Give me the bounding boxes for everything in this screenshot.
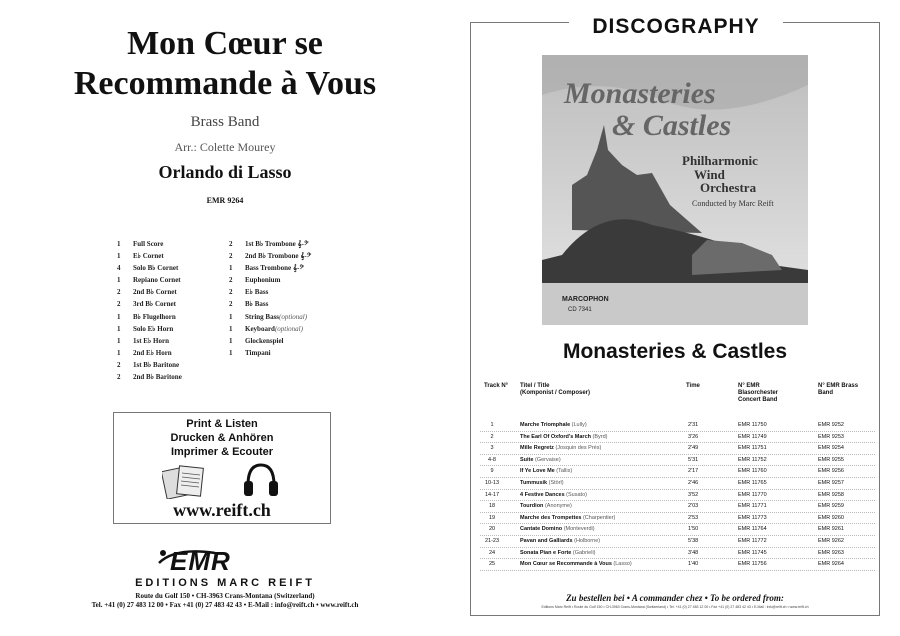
instrument-count: 1	[229, 324, 233, 333]
track-row	[480, 536, 875, 548]
track-time: 5'38	[688, 537, 699, 544]
track-emr-brass: EMR 9260	[818, 514, 844, 521]
track-title-cell	[520, 422, 587, 428]
instrument-count: 2	[229, 252, 233, 261]
track-list	[480, 420, 875, 571]
track-number: 25	[488, 561, 496, 568]
track-time: 2'53	[688, 514, 699, 521]
track-title: Suite	[520, 456, 534, 463]
instrument-name: Solo B♭ Cornet	[133, 264, 179, 273]
instrument-count: 2	[229, 288, 233, 297]
track-row	[480, 524, 875, 536]
track-emr-brass: EMR 9264	[818, 561, 844, 568]
track-time: 2'46	[688, 479, 699, 486]
instrument-list-col2	[229, 238, 311, 359]
instrument-row	[117, 298, 182, 310]
track-composer: (Lully)	[571, 422, 587, 428]
instrument-name: 2nd B♭ Baritone	[133, 373, 182, 382]
instrument-row	[117, 286, 182, 298]
track-emr-concert: EMR 11760	[738, 468, 767, 475]
track-title-cell	[520, 515, 615, 521]
track-composer: (Susato)	[566, 491, 587, 498]
instrument-row	[229, 298, 311, 310]
cover-orchestra-line2: Wind	[694, 167, 725, 182]
instrument-count: 2	[117, 373, 121, 382]
instrument-row	[229, 347, 311, 359]
instrument-row	[117, 347, 182, 359]
instrument-name: 1st B♭ Trombone 𝄞-𝄢	[245, 240, 309, 248]
track-time: 2'03	[688, 503, 699, 510]
track-composer: (Holborne)	[574, 537, 601, 544]
track-number: 18	[488, 503, 496, 510]
track-time: 3'26	[688, 433, 699, 440]
instrument-name: Bass Trombone 𝄞-𝄢	[245, 264, 304, 273]
col-title-label: Titel / Title	[520, 383, 550, 389]
track-composer: (Byrd)	[592, 433, 608, 440]
catalog-number: EMR 9264	[206, 196, 244, 205]
album-cover-image	[542, 55, 808, 325]
track-time: 2'31	[688, 422, 699, 428]
track-emr-concert: EMR 11772	[738, 537, 767, 544]
publisher-address: Route du Golf 150 • CH-3963 Crans-Montana (Switzerland)	[135, 592, 315, 600]
instrument-name: 2nd B♭ Cornet	[133, 288, 177, 297]
album-title: Monasteries & Castles	[562, 340, 788, 363]
track-title: If Ye Love Me	[520, 468, 555, 475]
col-emr-concert-header: N° EMR Blasorchester Concert Band	[738, 383, 779, 403]
track-composer: (Störl)	[548, 479, 564, 486]
cover-title-line1: Monasteries	[564, 77, 716, 110]
track-emr-concert: EMR 11764	[738, 526, 767, 533]
track-title-cell	[520, 445, 601, 451]
track-emr-concert: EMR 11770	[738, 491, 767, 498]
instrument-row	[117, 274, 182, 286]
instrument-count: 1	[229, 348, 233, 357]
track-title-cell	[520, 503, 572, 509]
order-line: Zu bestellen bei • A commander chez • To be ordered from:	[566, 593, 784, 603]
track-title: Tourdion	[520, 503, 544, 510]
track-emr-concert: EMR 11749	[738, 433, 767, 440]
cover-title-line2: & Castles	[612, 109, 732, 142]
order-address: Editions Marc Reift • Route du Golf 150 • CH-3963 Crans-Montana (Switzerland) • Tel. +41 (0) 27 483 12 00 • Fax +41 (0) 27 483 42 43 • E-Mail : info@reift.ch • www.reift.ch	[541, 605, 809, 609]
track-emr-brass: EMR 9261	[818, 526, 844, 533]
track-title-cell	[520, 468, 572, 474]
cover-catalog: CD 7341	[568, 307, 592, 313]
publisher-name: EDITIONS MARC REIFT	[135, 577, 315, 589]
track-composer: (Gervaise)	[534, 456, 561, 463]
instrument-row	[229, 274, 311, 286]
instrument-count: 1	[117, 276, 121, 285]
track-emr-brass: EMR 9263	[818, 549, 844, 556]
track-row	[480, 466, 875, 478]
track-number: 20	[488, 526, 496, 533]
instrument-row	[117, 250, 182, 262]
track-emr-concert: EMR 11751	[738, 445, 767, 452]
instrument-count: 1	[229, 336, 233, 345]
discography-heading: DISCOGRAPHY	[569, 12, 783, 42]
track-emr-brass: EMR 9262	[818, 537, 844, 544]
track-number: 24	[488, 549, 496, 556]
instrument-list-col1	[117, 238, 182, 383]
instrument-row	[229, 335, 311, 347]
track-row	[480, 420, 875, 432]
instrument-name: Glockenspiel	[245, 336, 284, 345]
instrument-row	[229, 262, 311, 274]
instrument-count: 2	[117, 360, 121, 369]
track-composer: (Gabrieli)	[572, 549, 596, 556]
instrument-count: 1	[117, 348, 121, 357]
track-title: Cantate Domino	[520, 526, 563, 533]
promo-line3: Imprimer & Ecouter	[170, 446, 274, 458]
track-number: 19	[488, 514, 496, 521]
instrument-count: 1	[229, 312, 233, 321]
track-title: Mon Cœur se Recommande à Vous	[520, 561, 612, 568]
instrument-count: 1	[117, 240, 121, 248]
track-title-cell	[520, 457, 561, 463]
track-title: Pavan and Galliards	[520, 537, 573, 544]
instrument-row	[229, 238, 311, 250]
instrument-name: Repiano Cornet	[133, 276, 181, 285]
track-number: 1	[490, 422, 494, 428]
instrument-row	[117, 262, 182, 274]
track-emr-brass: EMR 9253	[818, 433, 844, 440]
track-row	[480, 490, 875, 502]
track-row	[480, 432, 875, 444]
track-emr-brass: EMR 9259	[818, 503, 844, 510]
col-time-header: Time	[686, 383, 700, 389]
track-composer: (Josquin des Prés)	[555, 445, 602, 452]
track-title: Tummusik	[520, 479, 548, 486]
instrument-row	[229, 250, 311, 262]
track-row	[480, 559, 875, 571]
track-number: 10-13	[484, 479, 500, 486]
instrument-row	[117, 323, 182, 335]
track-number: 2	[490, 433, 494, 440]
track-time: 5'31	[688, 456, 699, 463]
track-row	[480, 513, 875, 525]
instrument-row	[229, 323, 311, 335]
sheet-music-icon	[162, 463, 214, 499]
track-number: 14-17	[484, 491, 500, 498]
instrument-name: 2nd E♭ Horn	[133, 348, 172, 357]
print-listen-box[interactable]	[113, 412, 331, 524]
track-emr-concert: EMR 11765	[738, 479, 767, 486]
track-emr-concert: EMR 11745	[738, 549, 767, 556]
track-emr-concert: EMR 11771	[738, 503, 767, 510]
track-composer: (Monteverdi)	[563, 526, 595, 533]
track-title: Mille Regretz	[520, 445, 554, 452]
instrument-name: String Bass	[245, 312, 280, 321]
instrument-name: E♭ Cornet	[133, 252, 164, 261]
promo-line2: Drucken & Anhören	[170, 432, 274, 444]
instrument-count: 1	[117, 336, 121, 345]
instrument-optional: (optional)	[279, 312, 308, 321]
track-title-cell	[520, 434, 608, 440]
col-emr-brass-header: N° EMR Brass Band	[818, 383, 859, 396]
arranger: Arr.: Colette Mourey	[174, 140, 276, 154]
track-emr-brass: EMR 9252	[818, 422, 844, 428]
track-row	[480, 455, 875, 467]
col-title-header	[520, 383, 640, 397]
track-emr-concert: EMR 11773	[738, 514, 767, 521]
track-title: Marche Triomphale	[520, 422, 571, 428]
track-time: 2'49	[688, 445, 699, 452]
instrument-row	[117, 359, 182, 371]
track-time: 3'48	[688, 549, 699, 556]
track-number: 3	[490, 445, 494, 452]
cover-orchestra-line1: Philharmonic	[682, 153, 758, 168]
instrument-count: 2	[229, 276, 233, 285]
track-title: Sonata Pian e Forte	[520, 549, 572, 556]
track-row	[480, 478, 875, 490]
track-emr-brass: EMR 9254	[818, 445, 844, 452]
track-title-cell	[520, 550, 596, 556]
instrument-name: B♭ Bass	[245, 300, 269, 309]
promo-line1: Print & Listen	[186, 418, 258, 430]
track-composer: (Anonyme)	[544, 503, 572, 510]
instrument-name: 2nd B♭ Trombone 𝄞-𝄢	[245, 252, 312, 261]
instrument-row	[117, 311, 182, 323]
track-time: 3'52	[688, 491, 699, 498]
instrument-row	[229, 311, 311, 323]
instrument-count: 2	[229, 300, 233, 309]
emr-logo-text: EMR	[170, 546, 231, 576]
track-title-cell	[520, 526, 595, 532]
track-time: 2'17	[688, 468, 699, 475]
col-track-header: Track N°	[484, 383, 509, 389]
instrument-name: Euphonium	[245, 276, 281, 285]
instrument-optional: (optional)	[274, 324, 303, 333]
headphones-icon	[242, 461, 280, 499]
instrument-name: 1st E♭ Horn	[133, 336, 169, 345]
instrument-name: E♭ Bass	[245, 288, 269, 297]
instrument-count: 1	[117, 252, 121, 261]
instrument-count: 1	[117, 312, 121, 321]
instrument-name: Solo E♭ Horn	[133, 324, 174, 333]
track-title: 4 Festive Dances	[520, 491, 565, 498]
track-title-cell	[520, 480, 564, 486]
track-title: Marche des Trompettes	[520, 514, 582, 521]
instrument-name: 3rd B♭ Cornet	[133, 300, 176, 309]
track-number: 4-8	[488, 456, 496, 463]
instrument-count: 1	[229, 264, 233, 273]
track-emr-brass: EMR 9257	[818, 479, 844, 486]
cover-label: MARCOPHON	[562, 296, 609, 303]
track-time: 1'40	[688, 561, 699, 568]
cover-orchestra-line3: Orchestra	[700, 180, 757, 195]
track-title-cell	[520, 492, 587, 498]
instrument-count: 1	[117, 324, 121, 333]
track-number: 9	[490, 468, 494, 475]
cover-conductor: Conducted by Marc Reift	[692, 199, 774, 208]
track-row	[480, 548, 875, 560]
track-emr-brass: EMR 9255	[818, 456, 844, 463]
instrument-count: 4	[117, 264, 121, 273]
instrument-name: Timpani	[245, 348, 271, 357]
instrument-row	[117, 238, 182, 250]
website-link[interactable]: www.reift.ch	[173, 500, 271, 520]
track-row	[480, 443, 875, 455]
composer: Orlando di Lasso	[158, 162, 292, 182]
piece-title-line1: Mon Cœur se	[127, 25, 323, 62]
track-emr-concert: EMR 11752	[738, 456, 767, 463]
track-emr-concert: EMR 11750	[738, 422, 767, 428]
col-composer-label: (Komponist / Composer)	[520, 390, 590, 396]
instrument-name: Full Score	[133, 240, 164, 248]
track-composer: (Charpentier)	[582, 514, 616, 521]
instrument-row	[117, 371, 182, 383]
track-composer: (Tallis)	[556, 468, 573, 475]
instrument-count: 2	[117, 300, 121, 309]
track-emr-concert: EMR 11756	[738, 561, 767, 568]
instrument-name: 1st B♭ Baritone	[133, 360, 180, 369]
instrument-count: 2	[117, 288, 121, 297]
instrument-name: Keyboard	[245, 324, 275, 333]
publisher-contact: Tel. +41 (0) 27 483 12 00 • Fax +41 (0) 27 483 42 43 • E-Mail : info@reift.ch • www.reift.ch	[91, 601, 359, 609]
track-number: 21-23	[484, 537, 500, 544]
track-time: 1'50	[688, 526, 699, 533]
track-row	[480, 501, 875, 513]
track-composer: (Lasso)	[613, 561, 632, 568]
instrument-count: 2	[229, 240, 233, 248]
piece-title-line2: Recommande à Vous	[73, 65, 377, 102]
instrument-row	[229, 286, 311, 298]
track-title: The Earl Of Oxford's March	[520, 433, 591, 440]
instrument-row	[117, 335, 182, 347]
track-title-cell	[520, 538, 600, 544]
track-emr-brass: EMR 9258	[818, 491, 844, 498]
instrument-name: B♭ Flugelhorn	[133, 312, 176, 321]
subtitle: Brass Band	[190, 114, 260, 130]
track-title-cell	[520, 561, 632, 567]
track-emr-brass: EMR 9256	[818, 468, 844, 475]
